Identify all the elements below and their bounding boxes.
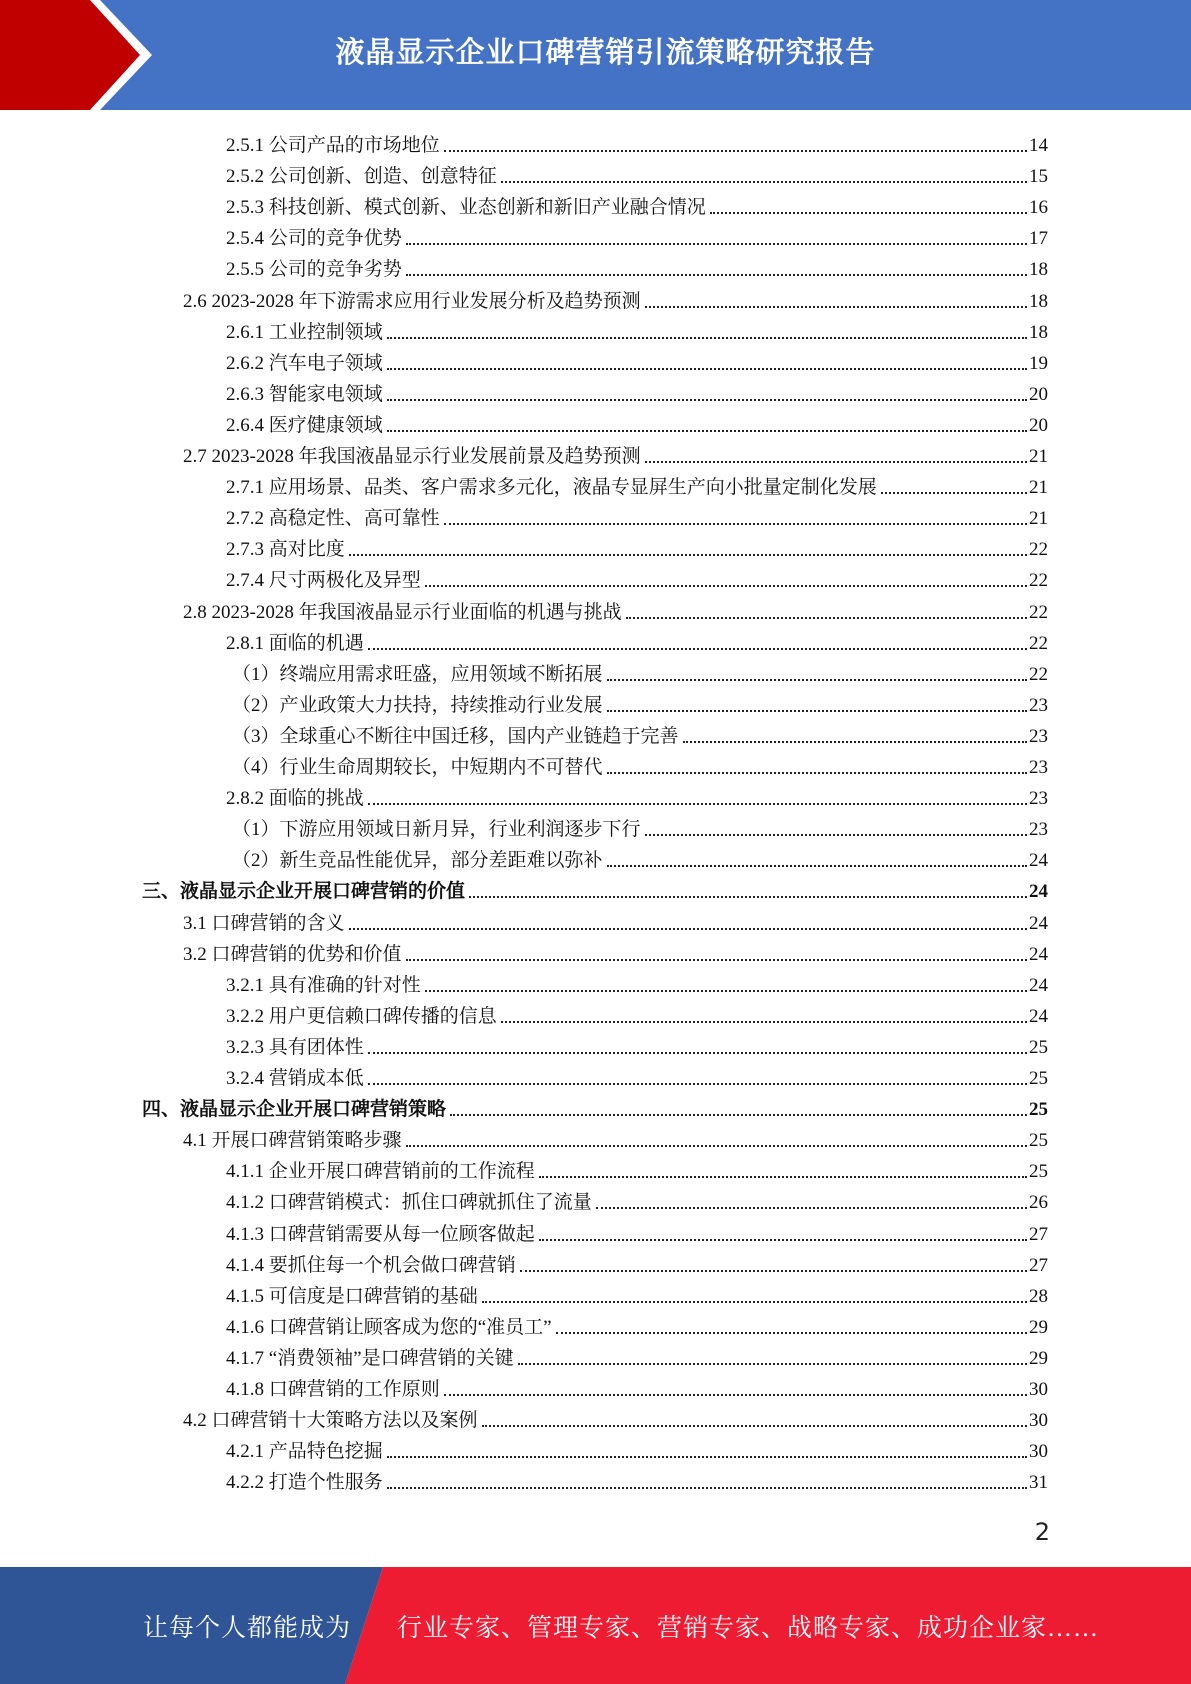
toc-dot-leader bbox=[645, 461, 1027, 463]
toc-dot-leader bbox=[607, 865, 1027, 867]
toc-entry-page: 30 bbox=[1029, 1379, 1048, 1400]
toc-entry[interactable] bbox=[142, 873, 1048, 904]
toc-entry-title: 4.2.1 产品特色挖掘 bbox=[226, 1441, 383, 1462]
toc-entry[interactable] bbox=[183, 1122, 1048, 1153]
toc-entry[interactable] bbox=[226, 407, 1048, 438]
toc-entry-title: （2）产业政策大力扶持，持续推动行业发展 bbox=[232, 695, 603, 716]
toc-entry[interactable] bbox=[226, 1060, 1048, 1091]
toc-entry-page: 24 bbox=[1029, 944, 1048, 965]
toc-entry-title: 4.1.2 口碑营销模式：抓住口碑就抓住了流量 bbox=[226, 1192, 592, 1213]
toc-dot-leader bbox=[349, 554, 1027, 556]
toc-entry-title: 3.2 口碑营销的优势和价值 bbox=[183, 944, 402, 965]
toc-entry[interactable] bbox=[183, 438, 1048, 469]
toc-dot-leader bbox=[607, 710, 1027, 712]
toc-entry-title: 4.2.2 打造个性服务 bbox=[226, 1472, 383, 1493]
toc-entry-title: 2.8.1 面临的机遇 bbox=[226, 633, 364, 654]
toc-entry[interactable] bbox=[226, 1433, 1048, 1464]
toc-entry-page: 21 bbox=[1029, 446, 1048, 467]
toc-entry[interactable] bbox=[232, 749, 1048, 780]
toc-entry-title: 3.2.4 营销成本低 bbox=[226, 1068, 364, 1089]
toc-entry-page: 24 bbox=[1029, 850, 1048, 871]
toc-entry-page: 21 bbox=[1029, 477, 1048, 498]
toc-entry[interactable] bbox=[183, 283, 1048, 314]
toc-entry-title: 2.8.2 面临的挑战 bbox=[226, 788, 364, 809]
toc-dot-leader bbox=[645, 306, 1027, 308]
toc-dot-leader bbox=[387, 1456, 1027, 1458]
toc-dot-leader bbox=[520, 1270, 1027, 1272]
toc-dot-leader bbox=[444, 150, 1027, 152]
header-banner bbox=[0, 0, 1191, 110]
toc-entry-page: 21 bbox=[1029, 508, 1048, 529]
toc-entry-title: 2.6.4 医疗健康领域 bbox=[226, 415, 383, 436]
toc-dot-leader bbox=[881, 492, 1027, 494]
toc-dot-leader bbox=[387, 399, 1027, 401]
toc-entry[interactable] bbox=[226, 345, 1048, 376]
toc-entry[interactable] bbox=[183, 594, 1048, 625]
toc-entry-page: 23 bbox=[1029, 788, 1048, 809]
toc-entry-page: 29 bbox=[1029, 1348, 1048, 1369]
document-title: 液晶显示企业口碑营销引流策略研究报告 bbox=[335, 34, 876, 69]
toc-entry-page: 27 bbox=[1029, 1224, 1048, 1245]
toc-dot-leader bbox=[444, 1394, 1027, 1396]
toc-dot-leader bbox=[387, 368, 1027, 370]
toc-entry[interactable] bbox=[226, 1464, 1048, 1495]
toc-entry-title: 2.6.1 工业控制领域 bbox=[226, 322, 383, 343]
toc-entry-title: 4.1.6 口碑营销让顾客成为您的“准员工” bbox=[226, 1317, 552, 1338]
toc-entry-page: 18 bbox=[1029, 291, 1048, 312]
toc-entry[interactable] bbox=[232, 811, 1048, 842]
toc-dot-leader bbox=[482, 1301, 1027, 1303]
toc-entry[interactable] bbox=[142, 1091, 1048, 1122]
toc-entry[interactable] bbox=[226, 220, 1048, 251]
toc-entry-title: 2.7.4 尺寸两极化及异型 bbox=[226, 570, 421, 591]
toc-dot-leader bbox=[626, 617, 1027, 619]
toc-dot-leader bbox=[368, 1083, 1027, 1085]
toc-entry-page: 20 bbox=[1029, 384, 1048, 405]
toc-entry-page: 22 bbox=[1029, 602, 1048, 623]
toc-entry[interactable] bbox=[226, 500, 1048, 531]
toc-entry-title: （3）全球重心不断往中国迁移，国内产业链趋于完善 bbox=[232, 726, 679, 747]
toc-dot-leader bbox=[450, 1114, 1027, 1116]
toc-dot-leader bbox=[683, 741, 1027, 743]
toc-entry-page: 23 bbox=[1029, 726, 1048, 747]
toc-dot-leader bbox=[645, 834, 1027, 836]
toc-entry-title: 2.5.2 公司创新、创造、创意特征 bbox=[226, 166, 497, 187]
toc-dot-leader bbox=[482, 1425, 1027, 1427]
toc-entry-title: （2）新生竞品性能优异，部分差距难以弥补 bbox=[232, 850, 603, 871]
toc-entry-title: （1）终端应用需求旺盛，应用领域不断拓展 bbox=[232, 664, 603, 685]
toc-entry[interactable] bbox=[226, 376, 1048, 407]
toc-entry-page: 25 bbox=[1029, 1130, 1048, 1151]
toc-dot-leader bbox=[556, 1332, 1027, 1334]
toc-entry[interactable] bbox=[226, 780, 1048, 811]
toc-entry[interactable] bbox=[183, 936, 1048, 967]
toc-entry-title: 4.1.1 企业开展口碑营销前的工作流程 bbox=[226, 1161, 535, 1182]
toc-dot-leader bbox=[539, 1176, 1027, 1178]
toc-entry-page: 25 bbox=[1029, 1161, 1048, 1182]
toc-entry-page: 24 bbox=[1029, 975, 1048, 996]
toc-entry[interactable] bbox=[183, 905, 1048, 936]
toc-entry-title: 2.7.2 高稳定性、高可靠性 bbox=[226, 508, 440, 529]
toc-entry-page: 23 bbox=[1029, 757, 1048, 778]
toc-entry-title: 4.1.7 “消费领袖”是口碑营销的关键 bbox=[226, 1348, 514, 1369]
toc-entry-title: 2.7.3 高对比度 bbox=[226, 539, 345, 560]
toc-entry-page: 29 bbox=[1029, 1317, 1048, 1338]
toc-entry-page: 27 bbox=[1029, 1255, 1048, 1276]
toc-entry-title: 2.5.5 公司的竞争劣势 bbox=[226, 259, 402, 280]
toc-entry-title: 4.1.8 口碑营销的工作原则 bbox=[226, 1379, 440, 1400]
toc-entry-title: 3.2.3 具有团体性 bbox=[226, 1037, 364, 1058]
toc-entry[interactable] bbox=[226, 1184, 1048, 1215]
toc-entry-page: 14 bbox=[1029, 135, 1048, 156]
toc-entry-title: 3.2.1 具有准确的针对性 bbox=[226, 975, 421, 996]
toc-entry[interactable] bbox=[183, 1402, 1048, 1433]
toc-dot-leader bbox=[387, 1487, 1027, 1489]
footer-slogan-right: 行业专家、管理专家、营销专家、战略专家、成功企业家…… bbox=[397, 1614, 1100, 1642]
toc-entry[interactable] bbox=[226, 1309, 1048, 1340]
toc-entry-page: 16 bbox=[1029, 197, 1048, 218]
toc-dot-leader bbox=[406, 959, 1027, 961]
toc-entry-page: 25 bbox=[1029, 1068, 1048, 1089]
toc-entry-page: 26 bbox=[1029, 1192, 1048, 1213]
toc-entry-title: 2.7 2023-2028 年我国液晶显示行业发展前景及趋势预测 bbox=[183, 446, 641, 467]
toc-dot-leader bbox=[406, 243, 1027, 245]
toc-entry[interactable] bbox=[226, 314, 1048, 345]
toc-entry-title: 2.8 2023-2028 年我国液晶显示行业面临的机遇与挑战 bbox=[183, 602, 622, 623]
toc-entry-page: 19 bbox=[1029, 353, 1048, 374]
toc-entry-page: 25 bbox=[1029, 1037, 1048, 1058]
toc-entry[interactable] bbox=[226, 1278, 1048, 1309]
toc-entry-title: 2.5.1 公司产品的市场地位 bbox=[226, 135, 440, 156]
toc-entry[interactable] bbox=[226, 625, 1048, 656]
toc-entry-page: 20 bbox=[1029, 415, 1048, 436]
footer-banner bbox=[0, 1567, 1191, 1684]
toc-entry-page: 24 bbox=[1029, 1006, 1048, 1027]
toc-entry-page: 22 bbox=[1029, 539, 1048, 560]
toc-dot-leader bbox=[368, 1052, 1027, 1054]
toc-entry-page: 18 bbox=[1029, 322, 1048, 343]
toc-entry[interactable] bbox=[226, 1247, 1048, 1278]
toc-entry[interactable] bbox=[226, 158, 1048, 189]
toc-entry-title: 2.6 2023-2028 年下游需求应用行业发展分析及趋势预测 bbox=[183, 291, 641, 312]
toc-entry[interactable] bbox=[232, 718, 1048, 749]
toc-entry-title: 四、液晶显示企业开展口碑营销策略 bbox=[142, 1099, 447, 1120]
toc-entry[interactable] bbox=[226, 998, 1048, 1029]
toc-entry-title: 3.1 口碑营销的含义 bbox=[183, 913, 345, 934]
toc-entry-page: 17 bbox=[1029, 228, 1048, 249]
toc-dot-leader bbox=[425, 585, 1027, 587]
toc-entry-title: 4.1.5 可信度是口碑营销的基础 bbox=[226, 1286, 478, 1307]
toc-entry[interactable] bbox=[232, 656, 1048, 687]
toc-entry[interactable] bbox=[232, 842, 1048, 873]
toc-dot-leader bbox=[387, 337, 1027, 339]
toc-entry-page: 28 bbox=[1029, 1286, 1048, 1307]
toc-entry-title: 2.5.4 公司的竞争优势 bbox=[226, 228, 402, 249]
toc-entry[interactable] bbox=[226, 1340, 1048, 1371]
toc-entry-title: 3.2.2 用户更信赖口碑传播的信息 bbox=[226, 1006, 497, 1027]
toc-entry[interactable] bbox=[232, 687, 1048, 718]
toc-entry-page: 24 bbox=[1029, 881, 1048, 902]
toc-entry-title: （4）行业生命周期较长，中短期内不可替代 bbox=[232, 757, 603, 778]
toc-dot-leader bbox=[444, 523, 1027, 525]
toc-entry-title: 4.1.3 口碑营销需要从每一位顾客做起 bbox=[226, 1224, 535, 1245]
toc-entry[interactable] bbox=[226, 127, 1048, 158]
toc-entry[interactable] bbox=[226, 251, 1048, 282]
toc-entry-page: 23 bbox=[1029, 819, 1048, 840]
toc-entry-title: 2.5.3 科技创新、模式创新、业态创新和新旧产业融合情况 bbox=[226, 197, 706, 218]
toc-entry-title: 2.6.2 汽车电子领域 bbox=[226, 353, 383, 374]
toc-entry-page: 22 bbox=[1029, 664, 1048, 685]
toc-dot-leader bbox=[406, 1145, 1027, 1147]
toc-entry-page: 15 bbox=[1029, 166, 1048, 187]
toc-entry-title: 4.1 开展口碑营销策略步骤 bbox=[183, 1130, 402, 1151]
toc-dot-leader bbox=[539, 1239, 1027, 1241]
toc-entry[interactable] bbox=[226, 562, 1048, 593]
toc-entry[interactable] bbox=[226, 1153, 1048, 1184]
toc-entry[interactable] bbox=[226, 1216, 1048, 1247]
toc-dot-leader bbox=[501, 1021, 1027, 1023]
toc-entry[interactable] bbox=[226, 189, 1048, 220]
toc-entry-page: 23 bbox=[1029, 695, 1048, 716]
toc-dot-leader bbox=[469, 896, 1027, 898]
toc-entry-page: 25 bbox=[1029, 1099, 1048, 1120]
toc-entry-title: 4.1.4 要抓住每一个机会做口碑营销 bbox=[226, 1255, 516, 1276]
toc-entry-page: 22 bbox=[1029, 633, 1048, 654]
page-number: 2 bbox=[1034, 1518, 1050, 1546]
footer-slogan-left: 让每个人都能成为 bbox=[143, 1614, 352, 1642]
toc-entry[interactable] bbox=[226, 967, 1048, 998]
toc-entry-page: 24 bbox=[1029, 913, 1048, 934]
toc-entry[interactable] bbox=[226, 1371, 1048, 1402]
toc-entry[interactable] bbox=[226, 1029, 1048, 1060]
toc-entry-title: 三、液晶显示企业开展口碑营销的价值 bbox=[142, 881, 466, 902]
toc-entry-title: 2.7.1 应用场景、品类、客户需求多元化，液晶专显屏生产向小批量定制化发展 bbox=[226, 477, 877, 498]
toc-dot-leader bbox=[406, 274, 1027, 276]
toc-entry-page: 30 bbox=[1029, 1441, 1048, 1462]
toc-dot-leader bbox=[349, 928, 1027, 930]
toc-entry-page: 31 bbox=[1029, 1472, 1048, 1493]
toc-dot-leader bbox=[518, 1363, 1027, 1365]
toc-entry-page: 22 bbox=[1029, 570, 1048, 591]
toc-entry[interactable] bbox=[226, 531, 1048, 562]
toc-entry-title: 4.2 口碑营销十大策略方法以及案例 bbox=[183, 1410, 478, 1431]
toc-dot-leader bbox=[607, 679, 1027, 681]
toc-entry-title: （1）下游应用领域日新月异，行业利润逐步下行 bbox=[232, 819, 641, 840]
toc-dot-leader bbox=[425, 990, 1027, 992]
toc-dot-leader bbox=[368, 648, 1027, 650]
toc-dot-leader bbox=[501, 181, 1027, 183]
toc-dot-leader bbox=[368, 803, 1027, 805]
toc-dot-leader bbox=[607, 772, 1027, 774]
toc-entry-page: 30 bbox=[1029, 1410, 1048, 1431]
toc-dot-leader bbox=[387, 430, 1027, 432]
toc-entry-title: 2.6.3 智能家电领域 bbox=[226, 384, 383, 405]
toc-entry[interactable] bbox=[226, 469, 1048, 500]
toc-dot-leader bbox=[596, 1207, 1027, 1209]
toc-dot-leader bbox=[710, 212, 1027, 214]
toc-entry-page: 18 bbox=[1029, 259, 1048, 280]
